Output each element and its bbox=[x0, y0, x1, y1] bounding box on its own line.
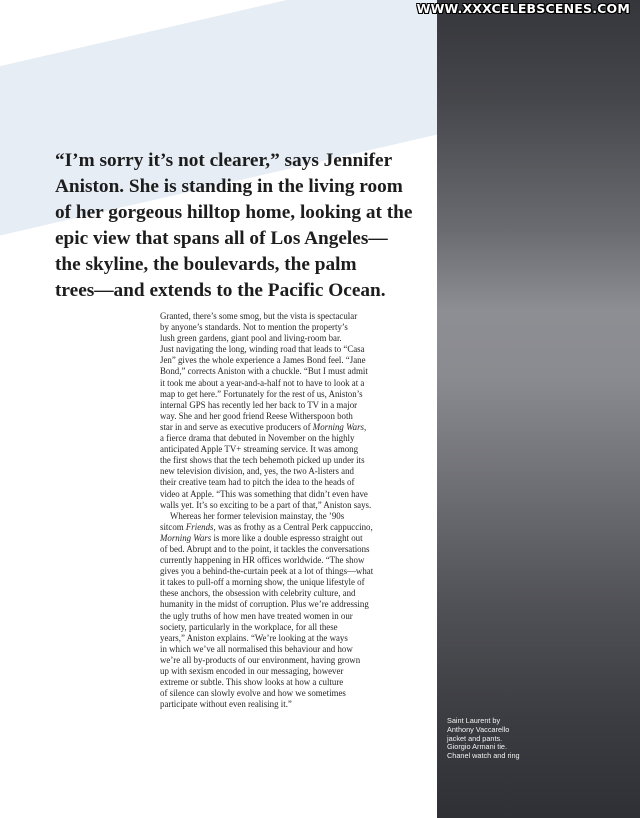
body-line: extreme or subtle. This show looks at how a culture bbox=[160, 677, 344, 688]
pull-quote bbox=[55, 148, 437, 304]
body-line: Granted, there’s some smog, but the vista is spectacular bbox=[160, 311, 358, 321]
body-line: video at Apple. “This was something that didn’t even have bbox=[160, 488, 368, 499]
caption-line: Anthony Vaccarello bbox=[447, 724, 510, 734]
body-line: of bed. Abrupt and to the point, it tackles the conversations bbox=[160, 543, 370, 554]
body-line: gives you a behind-the-curtain peek at a lot of things—what bbox=[160, 566, 374, 577]
body-line: it took me about a year-and-a-half not to have to look at a bbox=[160, 377, 365, 388]
body-line: in which we’ve all normalised this behaviour and how bbox=[160, 643, 353, 654]
body-line: the first shows that the tech behemoth picked up under its bbox=[160, 455, 365, 466]
text-run: , was as frothy as a Central Perk cappuccino, bbox=[213, 521, 373, 532]
pull-quote-line: the skyline, the boulevards, the palm bbox=[55, 254, 357, 275]
text-run: is more like a double espresso straight out bbox=[211, 532, 363, 543]
paragraph bbox=[160, 511, 428, 711]
body-line: map to get here.” Fortunately for the rest of us, Aniston’s bbox=[160, 388, 363, 399]
body-line: of silence can slowly evolve and how we sometimes bbox=[160, 688, 346, 699]
photo-caption bbox=[447, 717, 597, 761]
show-title: Morning Wars bbox=[160, 532, 212, 543]
body-line: currently happening in HR offices worldwide. “The show bbox=[160, 555, 365, 566]
body-line: a fierce drama that debuted in November on the highly bbox=[160, 433, 355, 444]
body-line: way. She and her good friend Reese Witherspoon both bbox=[160, 410, 353, 421]
body-line: these anchors, the obsession with celebrity culture, and bbox=[160, 588, 356, 599]
body-line: we’re all by-products of our environment, having grown bbox=[160, 654, 361, 665]
pull-quote-line: “I’m sorry it’s not clearer,” says Jennifer bbox=[55, 150, 393, 171]
body-line: their creative team had to pitch the idea to the heads of bbox=[160, 477, 355, 488]
caption-line: Chanel watch and ring bbox=[447, 751, 520, 761]
body-line: up with sexism encoded in our messaging, however bbox=[160, 666, 344, 676]
body-line: new television division, and, yes, the two A-listers and bbox=[160, 466, 354, 477]
photo-panel bbox=[437, 0, 640, 818]
caption-line: jacket and pants. bbox=[447, 733, 503, 743]
caption-line: Saint Laurent by bbox=[447, 716, 501, 725]
article-body bbox=[160, 311, 428, 710]
body-line bbox=[160, 533, 428, 544]
body-line: by anyone’s standards. Not to mention the property’s bbox=[160, 322, 348, 333]
paragraph bbox=[160, 311, 428, 511]
body-line: Just navigating the long, winding road that leads to “Casa bbox=[160, 344, 365, 355]
show-title: Morning Wars bbox=[312, 421, 365, 432]
body-line: walls yet. It’s so exciting to be a part of that,” Aniston says. bbox=[160, 499, 372, 510]
body-line: society, particularly in the workplace, for all these bbox=[160, 621, 338, 632]
watermark: WWW.XXXCELEBSCENES.COM bbox=[416, 1, 630, 16]
body-line: Jen” gives the whole experience a James Bond feel. “Jane bbox=[160, 355, 366, 366]
body-line: it takes to pull-off a morning show, the unique lifestyle of bbox=[160, 577, 365, 588]
body-line: internal GPS has recently led her back to TV in a major bbox=[160, 399, 358, 410]
show-title: Friends bbox=[185, 521, 214, 532]
pull-quote-line: of her gorgeous hilltop home, looking at the bbox=[55, 202, 413, 223]
pull-quote-line: epic view that spans all of Los Angeles— bbox=[55, 228, 388, 249]
body-line bbox=[160, 522, 428, 533]
caption-line: Giorgio Armani tie. bbox=[447, 742, 508, 752]
text-run: sitcom bbox=[160, 521, 186, 532]
pull-quote-line: Aniston. She is standing in the living room bbox=[55, 176, 403, 197]
body-line: humanity in the midst of corruption. Plus we’re addressing bbox=[160, 599, 369, 610]
text-run: , bbox=[364, 421, 367, 432]
body-line bbox=[160, 422, 428, 433]
body-line: anticipated Apple TV+ streaming service. It was among bbox=[160, 444, 359, 455]
body-line: the ugly truths of how men have treated women in our bbox=[160, 610, 353, 621]
body-line: lush green gardens, giant pool and living-room bar. bbox=[160, 333, 342, 344]
body-line: participate without even realising it.” bbox=[160, 699, 292, 710]
body-line: Whereas her former television mainstay, the ’90s bbox=[170, 510, 345, 521]
body-line: Bond,” corrects Aniston with a chuckle. “But I must admit bbox=[160, 366, 368, 377]
body-line: years,” Aniston explains. “We’re looking at the ways bbox=[160, 632, 348, 643]
pull-quote-line: trees—and extends to the Pacific Ocean. bbox=[55, 280, 386, 301]
text-run: star in and serve as executive producers of bbox=[160, 421, 313, 432]
